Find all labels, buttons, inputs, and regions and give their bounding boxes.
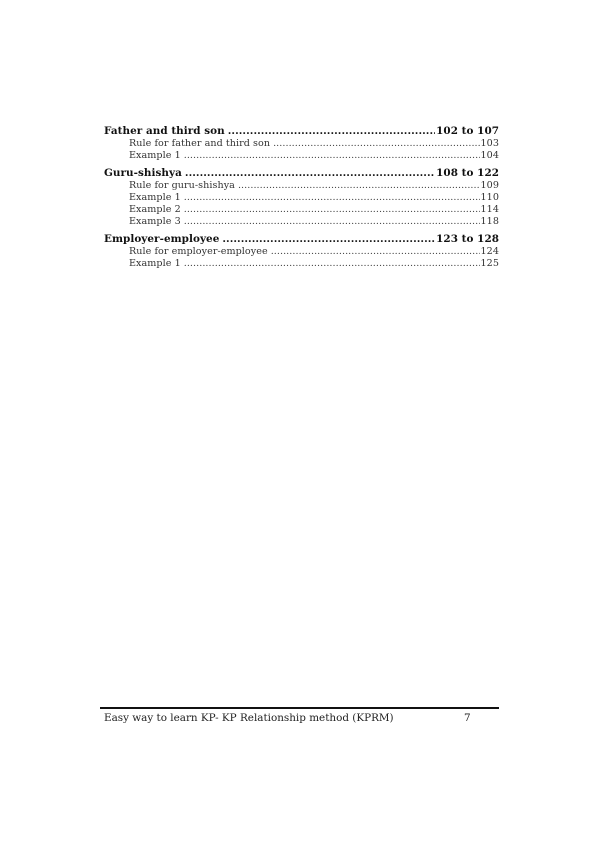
toc-entry-title: Rule for father and third son	[129, 138, 271, 149]
dot-leader	[271, 246, 480, 258]
toc-entry-row[interactable]	[104, 258, 499, 270]
toc-entry-page: 110	[480, 192, 499, 203]
toc-entry-page: 125	[480, 258, 499, 269]
toc-entry-title: Example 1	[129, 150, 181, 161]
toc-entry-page: 114	[480, 204, 499, 215]
toc-entry-title: Example 3	[129, 216, 181, 227]
dot-leader	[228, 124, 435, 138]
toc-heading-pages: 102 to 107	[436, 125, 499, 137]
toc-entry-page: 103	[480, 138, 499, 149]
toc-entry-row[interactable]	[104, 204, 499, 216]
toc-entry-row[interactable]	[104, 192, 499, 204]
toc-entry-title: Example 1	[129, 258, 181, 269]
toc-entry-page: 104	[480, 150, 499, 161]
dot-leader	[184, 192, 480, 204]
dot-leader	[238, 180, 480, 192]
toc-heading-title: Employer-employee	[104, 233, 220, 245]
toc-heading-row[interactable]	[104, 166, 499, 180]
dot-leader	[222, 232, 435, 246]
toc-section-father-and-third-son	[104, 124, 499, 162]
table-of-contents	[104, 124, 499, 270]
toc-heading-pages: 123 to 128	[436, 233, 499, 245]
dot-leader	[273, 138, 479, 150]
toc-entry-title: Rule for guru-shishya	[129, 180, 235, 191]
toc-heading-row[interactable]	[104, 124, 499, 138]
toc-entry-row[interactable]	[104, 246, 499, 258]
dot-leader	[184, 216, 480, 228]
toc-section-employer-employee	[104, 232, 499, 270]
dot-leader	[185, 166, 435, 180]
toc-heading-title: Father and third son	[104, 125, 225, 137]
footer-divider	[100, 707, 499, 709]
dot-leader	[184, 204, 480, 216]
toc-entry-page: 118	[480, 216, 499, 227]
toc-entry-row[interactable]	[104, 180, 499, 192]
toc-entry-page: 124	[480, 246, 499, 257]
toc-entry-title: Rule for employer-employee	[129, 246, 268, 257]
dot-leader	[184, 258, 480, 270]
toc-entry-row[interactable]	[104, 150, 499, 162]
toc-section-guru-shishya	[104, 166, 499, 228]
toc-entry-title: Example 2	[129, 204, 181, 215]
footer-text: Easy way to learn KP- KP Relationship method (KPRM)	[104, 712, 394, 724]
toc-entry-page: 109	[480, 180, 499, 191]
toc-heading-row[interactable]	[104, 232, 499, 246]
toc-entry-row[interactable]	[104, 216, 499, 228]
toc-entry-title: Example 1	[129, 192, 181, 203]
toc-heading-title: Guru-shishya	[104, 167, 182, 179]
dot-leader	[184, 150, 480, 162]
toc-heading-pages: 108 to 122	[436, 167, 499, 179]
page-number: 7	[464, 712, 471, 724]
toc-entry-row[interactable]	[104, 138, 499, 150]
